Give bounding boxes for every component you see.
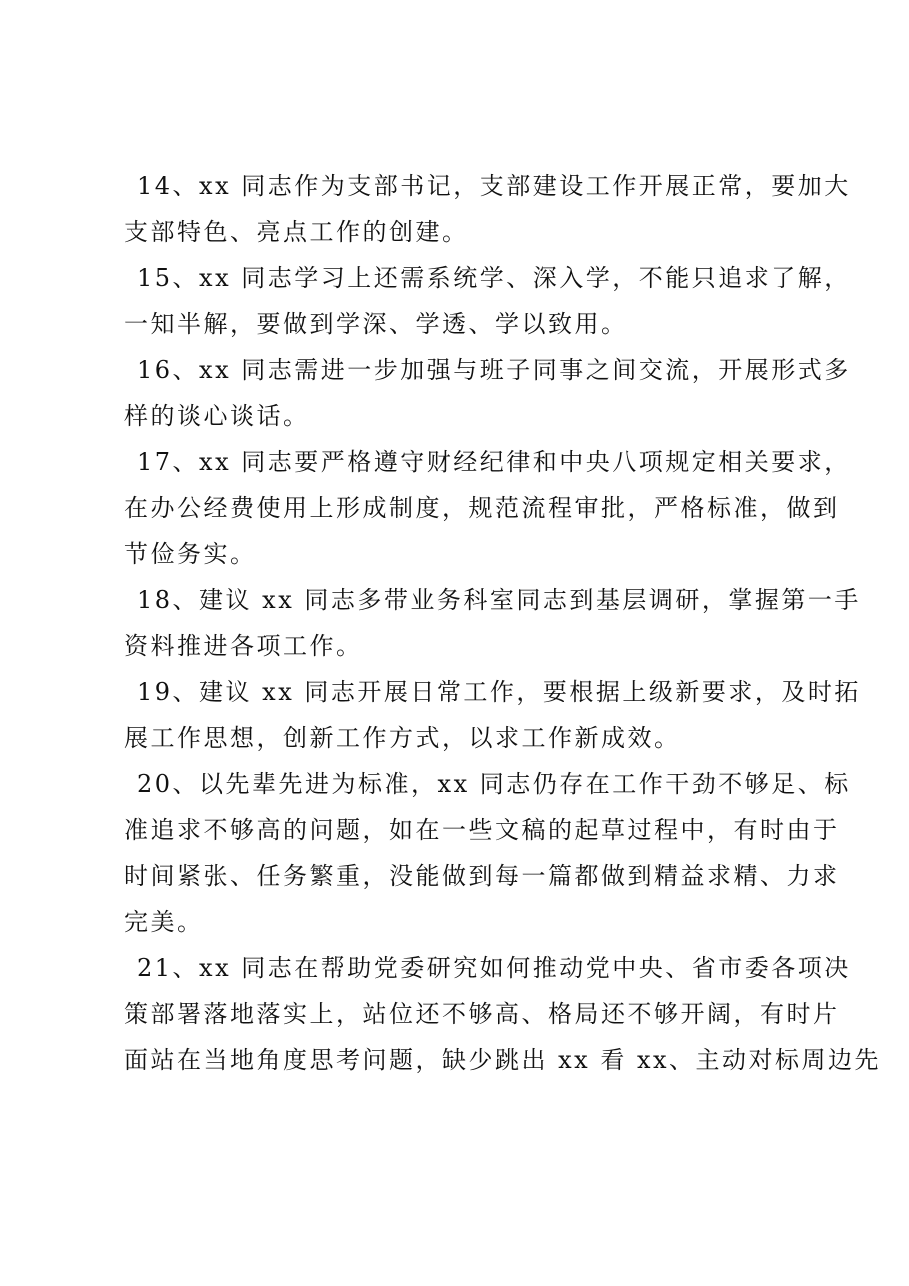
paragraph-line: 时间紧张、任务繁重，没能做到每一篇都做到精益求精、力求 xyxy=(124,862,840,890)
paragraph-line: 14、xx 同志作为支部书记，支部建设工作开展正常，要加大 xyxy=(137,172,851,200)
paragraph-line: 样的谈心谈话。 xyxy=(124,402,310,430)
paragraph-line: 策部署落地落实上，站位还不够高、格局还不够开阔，有时片 xyxy=(124,1000,840,1028)
paragraph-line: 完美。 xyxy=(124,908,204,936)
paragraph-line: 面站在当地角度思考问题，缺少跳出 xx 看 xx、主动对标周边先 xyxy=(124,1046,882,1074)
paragraph-line: 17、xx 同志要严格遵守财经纪律和中央八项规定相关要求， xyxy=(137,448,851,476)
paragraph-line: 准追求不够高的问题，如在一些文稿的起草过程中，有时由于 xyxy=(124,816,840,844)
paragraph-17 xyxy=(124,439,851,577)
paragraph-18 xyxy=(124,577,861,669)
paragraph-line: 支部特色、亮点工作的创建。 xyxy=(124,218,469,246)
paragraph-19 xyxy=(124,669,861,761)
paragraph-14 xyxy=(124,163,851,255)
document-body xyxy=(124,163,882,1083)
paragraph-15 xyxy=(124,255,851,347)
paragraph-line: 节俭务实。 xyxy=(124,540,257,568)
paragraph-line: 21、xx 同志在帮助党委研究如何推动党中央、省市委各项决 xyxy=(137,954,851,982)
paragraph-20 xyxy=(124,761,851,945)
paragraph-line: 展工作思想，创新工作方式，以求工作新成效。 xyxy=(124,724,681,752)
paragraph-16 xyxy=(124,347,851,439)
paragraph-line: 20、以先辈先进为标准，xx 同志仍存在工作干劲不够足、标 xyxy=(137,770,851,798)
paragraph-21 xyxy=(124,945,882,1083)
paragraph-line: 18、建议 xx 同志多带业务科室同志到基层调研，掌握第一手 xyxy=(137,586,861,614)
paragraph-line: 15、xx 同志学习上还需系统学、深入学，不能只追求了解， xyxy=(137,264,851,292)
paragraph-line: 一知半解，要做到学深、学透、学以致用。 xyxy=(124,310,628,338)
paragraph-line: 在办公经费使用上形成制度，规范流程审批，严格标准，做到 xyxy=(124,494,840,522)
paragraph-line: 16、xx 同志需进一步加强与班子同事之间交流，开展形式多 xyxy=(137,356,851,384)
paragraph-line: 资料推进各项工作。 xyxy=(124,632,363,660)
paragraph-line: 19、建议 xx 同志开展日常工作，要根据上级新要求，及时拓 xyxy=(137,678,861,706)
